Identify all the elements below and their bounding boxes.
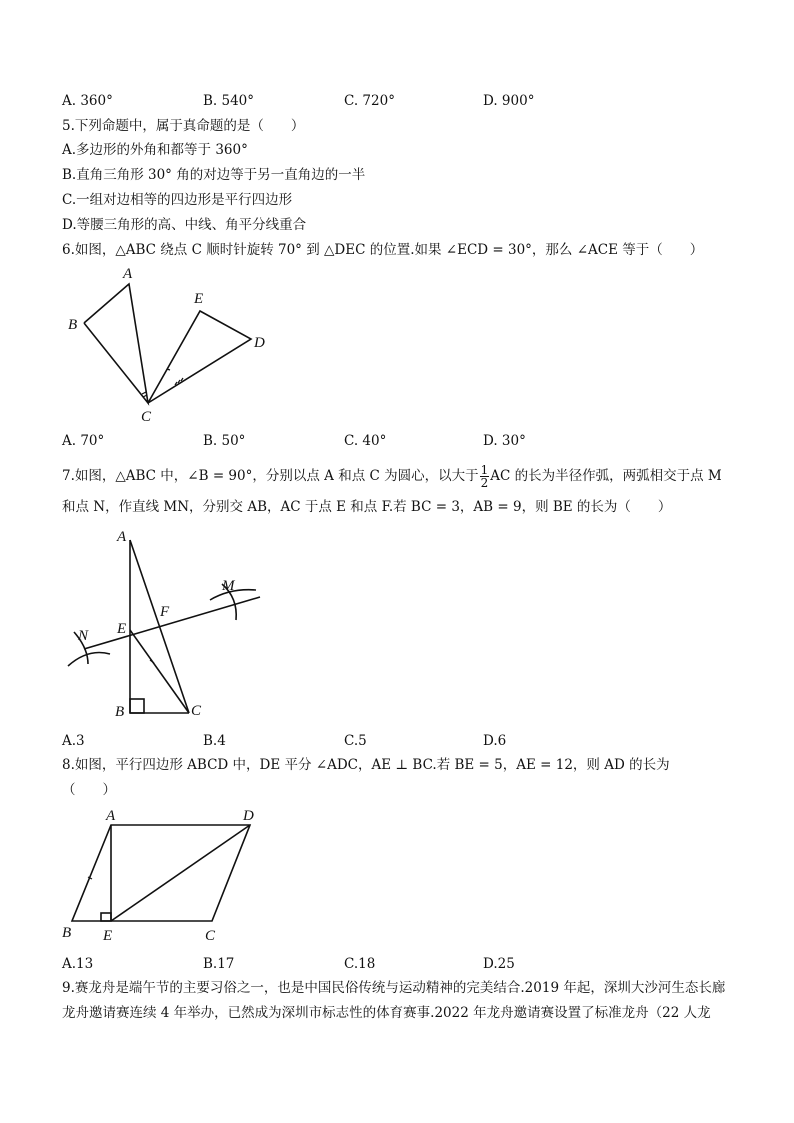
q6-option-d: D. 30° <box>483 433 526 449</box>
q6-label-a: A <box>123 266 133 282</box>
q9-text: 9.赛龙舟是端午节的主要习俗之一，也是中国民俗传统与运动精神的完美结合.2019 年起，深圳大沙河生态长廊龙舟邀请赛连续 4 年举办，已然成为深圳市标志性的体育赛事.2022 年龙舟邀请赛设置了标准龙舟（22 人龙 <box>62 980 726 1021</box>
q7-frac-den: 2 <box>480 476 489 490</box>
q8-label-d: D <box>243 808 254 824</box>
q7-option-a: A.3 <box>62 733 85 749</box>
q4-option-c: C. 720° <box>344 93 395 109</box>
q8-label-c: C <box>205 928 216 944</box>
q4-option-b: B. 540° <box>203 93 255 109</box>
q8-option-a: A.13 <box>62 956 94 972</box>
q6-stem: 6.如图，△ABC 绕点 C 顺时针旋转 70° 到 △DEC 的位置.如果 ∠ECD = 30°，那么 ∠ACE 等于（ ） <box>62 242 704 258</box>
q7-label-n: N <box>78 628 89 644</box>
q6-label-c: C <box>141 409 152 425</box>
q7-stem-part2: AC 的长为半径作弧，两弧相交于点 M <box>490 468 722 484</box>
q8-option-d: D.25 <box>483 956 515 972</box>
q7-option-c: C.5 <box>344 733 367 749</box>
q6-label-b: B <box>68 317 78 333</box>
q5-option-c: C.一组对边相等的四边形是平行四边形 <box>62 192 293 208</box>
q5-option-a: A.多边形的外角和都等于 360° <box>62 142 248 158</box>
q8-option-c: C.18 <box>344 956 376 972</box>
q6-option-c: C. 40° <box>344 433 387 449</box>
q8-label-e: E <box>103 928 113 944</box>
q8-option-b: B.17 <box>203 956 235 972</box>
q7-option-d: D.6 <box>483 733 507 749</box>
q8-stem-line2: （ ） <box>62 782 116 798</box>
q6-label-d: D <box>254 335 265 351</box>
q7-label-f: F <box>160 604 170 620</box>
q7-frac-num: 1 <box>480 463 489 477</box>
q6-option-b: B. 50° <box>203 433 246 449</box>
q7-stem-part1: 7.如图，△ABC 中，∠B = 90°，分别以点 A 和点 C 为圆心，以大于 <box>62 468 479 484</box>
q7-label-a: A <box>117 529 127 545</box>
q7-label-e: E <box>117 621 127 637</box>
q5-stem: 5.下列命题中，属于真命题的是（ ） <box>62 118 305 134</box>
q7-stem-line2: 和点 N，作直线 MN，分别交 AB，AC 于点 E 和点 F.若 BC = 3，AB = 9，则 BE 的长为（ ） <box>62 499 672 515</box>
q6-option-a: A. 70° <box>62 433 105 449</box>
q7-label-c: C <box>191 703 202 719</box>
q7-label-m: M <box>222 578 235 594</box>
q8-label-a: A <box>106 808 116 824</box>
q6-label-e: E <box>194 291 204 307</box>
q7-label-b: B <box>115 704 125 720</box>
q7-option-b: B.4 <box>203 733 226 749</box>
q4-option-a: A. 360° <box>62 93 113 109</box>
q5-option-b: B.直角三角形 30° 角的对边等于另一直角边的一半 <box>62 167 366 183</box>
q4-option-d: D. 900° <box>483 93 535 109</box>
q5-option-d: D.等腰三角形的高、中线、角平分线重合 <box>62 217 307 233</box>
q8-stem-line1: 8.如图，平行四边形 ABCD 中，DE 平分 ∠ADC，AE ⊥ BC.若 BE = 5，AE = 12，则 AD 的长为 <box>62 757 670 773</box>
q8-label-b: B <box>62 925 72 941</box>
